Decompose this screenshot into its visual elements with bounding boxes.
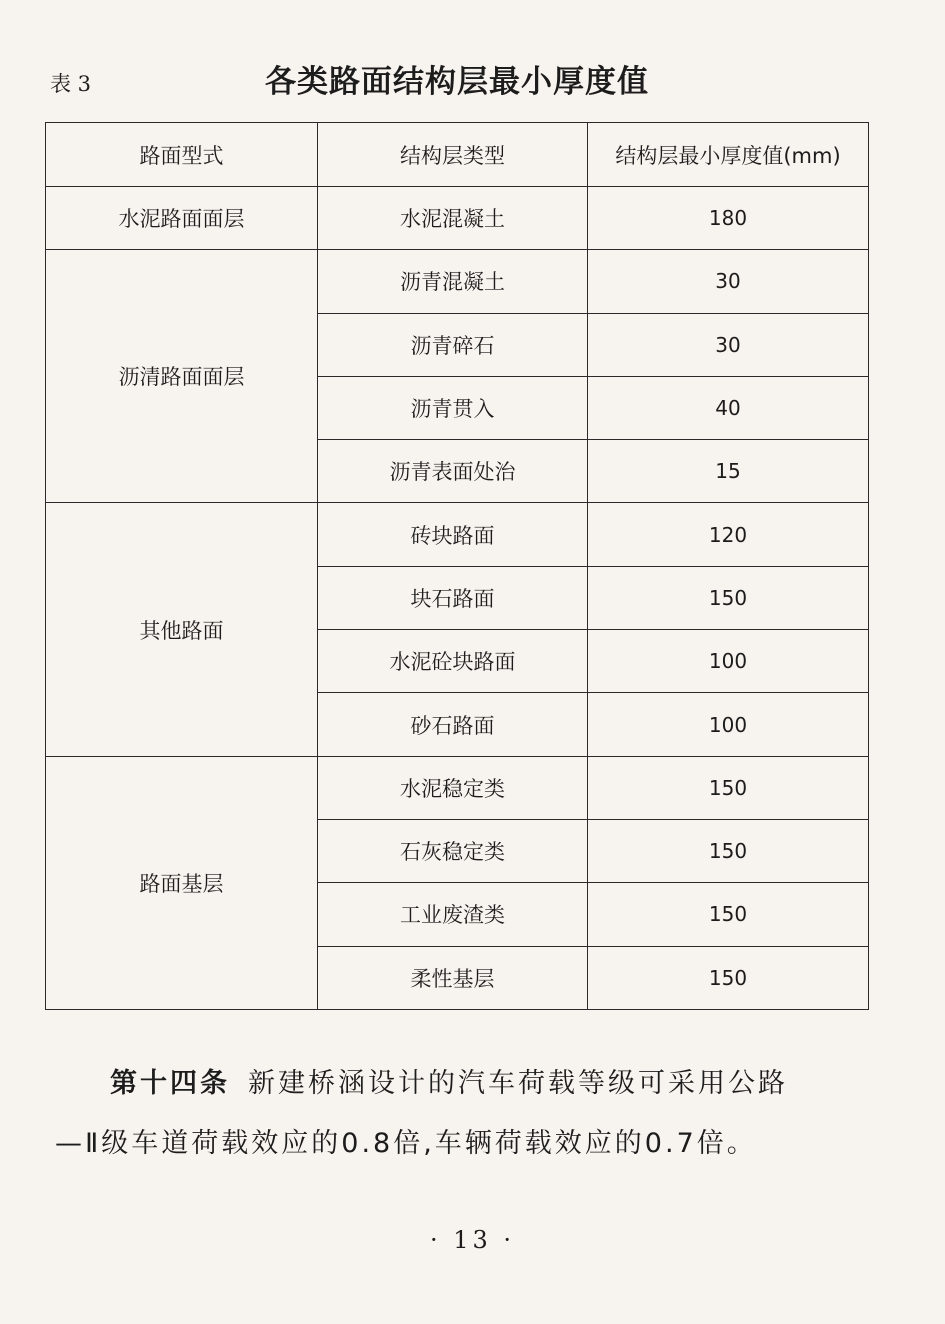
layer-cell: 水泥混凝土 [318,187,588,250]
value-cell: 150 [588,946,869,1009]
value-cell: 100 [588,630,869,693]
table-row [46,250,869,313]
table-caption [50,50,850,100]
table-header-row [46,123,869,187]
layer-cell: 水泥砼块路面 [318,630,588,693]
value-cell: 30 [588,313,869,376]
layer-cell: 沥青贯入 [318,376,588,439]
table-row [46,756,869,819]
value-cell: 100 [588,693,869,756]
value-cell: 150 [588,566,869,629]
layer-cell: 沥青表面处治 [318,440,588,503]
article-text-line-2: —Ⅱ级车道荷载效应的0.8倍,车辆荷载效应的0.7倍。 [55,1128,757,1159]
group-name-cell: 水泥路面面层 [46,187,318,250]
value-cell: 150 [588,819,869,882]
header-min-thickness: 结构层最小厚度值(mm) [588,123,869,187]
value-cell: 150 [588,756,869,819]
header-layer-type: 结构层类型 [318,123,588,187]
layer-cell: 水泥稳定类 [318,756,588,819]
header-pavement-type: 路面型式 [46,123,318,187]
group-name-cell: 路面基层 [46,756,318,1009]
table-label: 表 3 [50,72,92,96]
value-cell: 40 [588,376,869,439]
value-cell: 30 [588,250,869,313]
article-text-line-1: 新建桥涵设计的汽车荷载等级可采用公路 [248,1068,788,1099]
layer-cell: 柔性基层 [318,946,588,1009]
table-title: 各类路面结构层最小厚度值 [265,64,649,100]
page-number: · 13 · [429,1226,516,1254]
layer-cell: 石灰稳定类 [318,819,588,882]
value-cell: 150 [588,883,869,946]
layer-cell: 块石路面 [318,566,588,629]
layer-cell: 工业废渣类 [318,883,588,946]
table-row [46,187,869,250]
layer-cell: 沥青混凝土 [318,250,588,313]
group-name-cell: 其他路面 [46,503,318,756]
value-cell: 120 [588,503,869,566]
layer-cell: 砂石路面 [318,693,588,756]
article-title: 第十四条 [110,1068,230,1099]
article-paragraph-line-1 [110,1070,930,1097]
group-name-cell: 沥清路面面层 [46,250,318,503]
layer-cell: 沥青碎石 [318,313,588,376]
article-paragraph-line-2 [55,1130,875,1157]
thickness-table [45,122,869,1010]
table-row [46,503,869,566]
value-cell: 15 [588,440,869,503]
layer-cell: 砖块路面 [318,503,588,566]
value-cell: 180 [588,187,869,250]
